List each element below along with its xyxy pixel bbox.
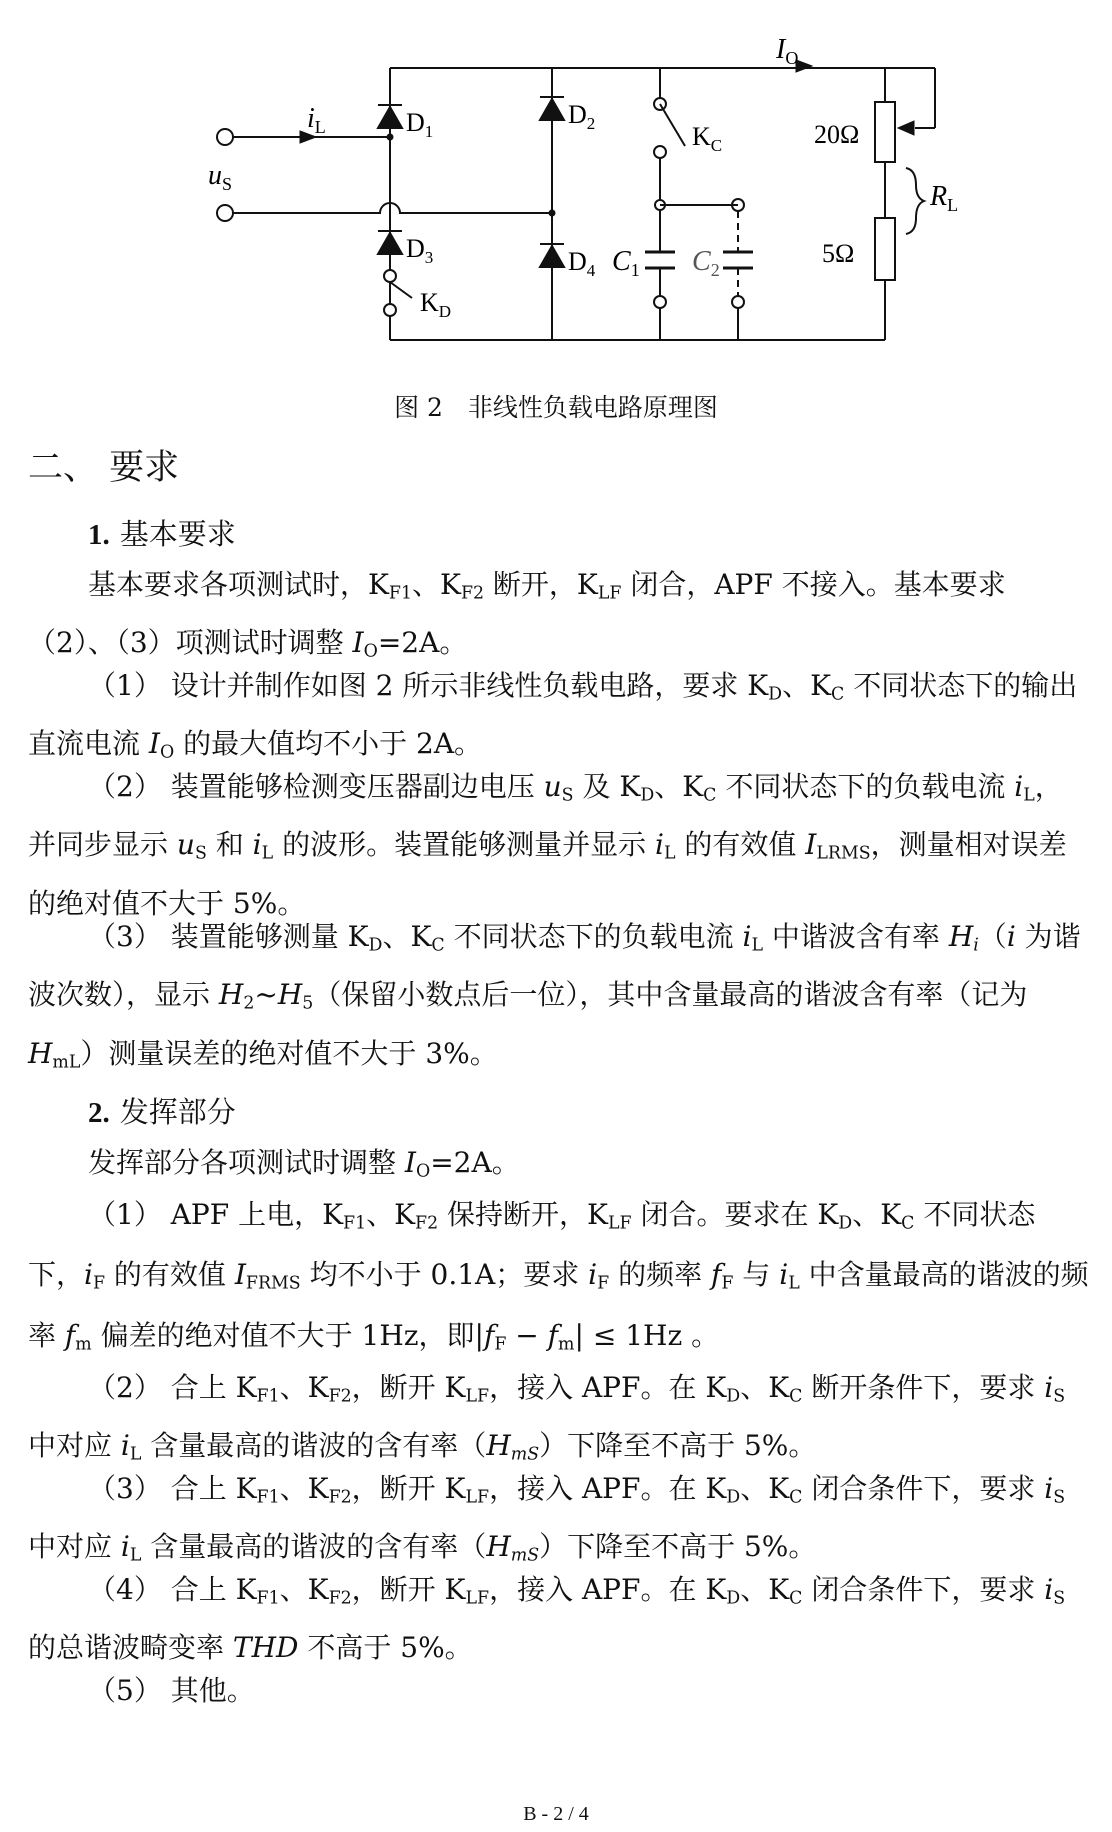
basic-item-2: （2） 装置能够检测变压器副边电压 $u_S$ 及 $K_D$、$K_C$ 不同状态下的负载电流 $i_L$，并同步显示 $u_S$ 和 $i_L$ 的波形。装置能够测量并显示 $i_L$ 的有效值 $I_{LRMS}$，测量相对误差的绝对值不大于 5%。: [28, 770, 1067, 920]
basic-item-1: （1） 设计并制作如图 2 所示非线性负载电路，要求 $K_D$、$K_C$ 不同状态下的输出直流电流 $I_O$ 的最大值均不小于 2A。: [28, 669, 1078, 763]
r5-label: 5Ω: [822, 239, 855, 268]
extend-item-5: （5） 其他。: [88, 1674, 255, 1707]
extend-heading: 2. 发挥部分: [88, 1095, 236, 1129]
basic-intro: 基本要求各项测试时，$K_{F1}$、$K_{F2}$ 断开，$K_{LF}$ 闭合，APF 不接入。基本要求（2）、（3）项测试时调整 $I_O=2A$。: [28, 568, 1006, 662]
extend-item-2: （2） 合上 $K_{F1}$、$K_{F2}$，断开 $K_{LF}$，接入 APF。在 $K_D$、$K_C$ 断开条件下，要求 $i_S$ 中对应 $i_L$ 含量最高的谐波的含有率$(H_{mS})$下降至不高于 5%。: [28, 1371, 1066, 1465]
kd-label: $K_D$: [420, 288, 452, 321]
rl-label: $R_L$: [930, 181, 959, 215]
il-label: $i_L$: [307, 103, 326, 137]
extend-item-4: （4） 合上 $K_{F1}$、$K_{F2}$，断开 $K_{LF}$，接入 APF。在 $K_D$、$K_C$ 闭合条件下，要求 $i_S$ 的总谐波畸变率 THD 不高于 5%。: [28, 1573, 1066, 1665]
extend-item-1: （1） APF 上电，$K_{F1}$、$K_{F2}$ 保持断开，$K_{LF}$ 闭合。要求在 $K_D$、$K_C$ 不同状态下，$i_F$ 的有效值 $I_{FRMS}$ 均不小于 0.1A；要求 $i_F$ 的频率 $f_F$ 与 $i_L$ 中含量最高的谐波的频率 $f_m$ 偏差的绝对值不大于 1Hz，即$|f_F - f_m| \le 1Hz$ 。: [28, 1198, 1089, 1354]
basic-item-3: （3） 装置能够测量 $K_D$、$K_C$ 不同状态下的负载电流 $i_L$ 中谐波含有率 $H_i(i$ 为谐波次数），显示 $H_2\sim H_5$（保留小数点后一位），其中含量最高的谐波含有率（记为 $H_{mL}$）测量误差的绝对值不大于 3%。: [28, 920, 1081, 1072]
extend-intro: 发挥部分各项测试时调整 $I_O=2A$。: [88, 1146, 520, 1182]
extend-item-3: （3） 合上 $K_{F1}$、$K_{F2}$，断开 $K_{LF}$，接入 APF。在 $K_D$、$K_C$ 闭合条件下，要求 $i_S$ 中对应 $i_L$ 含量最高的谐波的含有率$(H_{mS})$下降至不高于 5%。: [28, 1472, 1066, 1566]
figure-caption: 图 2 非线性负载电路原理图: [394, 393, 718, 422]
section-title: 二、 要求: [28, 448, 180, 488]
circuit-diagram: [0, 0, 1112, 380]
us-label: $u_S$: [208, 160, 233, 194]
d4-label: $D_4$: [568, 247, 596, 280]
d3-label: $D_3$: [406, 234, 434, 267]
d1-label: $D_1$: [406, 108, 434, 141]
c2-label: $C_2$: [692, 246, 720, 280]
basic-heading: 1. 基本要求: [88, 517, 236, 551]
kc-label: $K_C$: [692, 122, 723, 155]
page-number: B - 2 / 4: [523, 1803, 589, 1825]
io-label: $I_O$: [776, 34, 799, 68]
c1-label: $C_1$: [612, 246, 640, 280]
r20-label: 20Ω: [814, 120, 860, 149]
d2-label: $D_2$: [568, 100, 596, 133]
